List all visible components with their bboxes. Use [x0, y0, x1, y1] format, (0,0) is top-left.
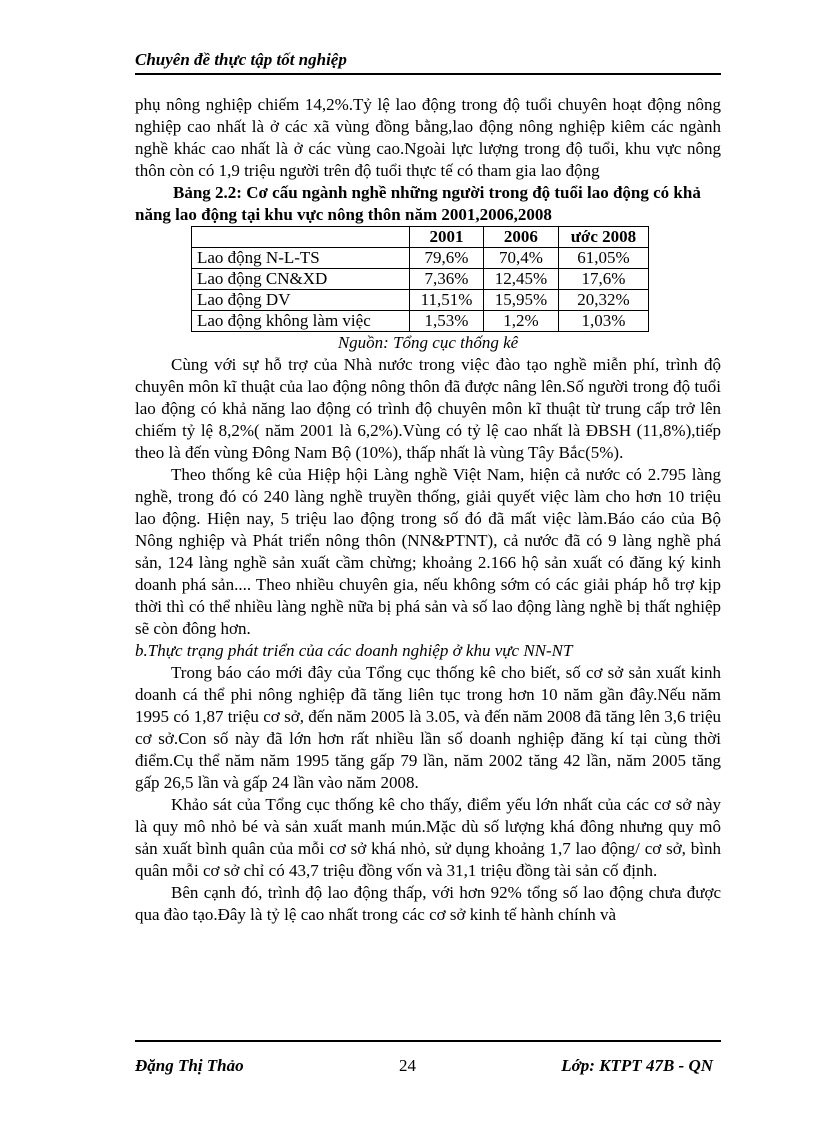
paragraph-3: Theo thống kê của Hiệp hội Làng nghề Việt Nam, hiện cả nước có 2.795 làng nghề, trong đó có 240 làng nghề truyền thống, giải quyết việc làm cho hơn 10 triệu lao động. Hiện nay, 5 triệu lao động trong số đó đã mất việc làm.Báo cáo của Bộ Nông nghiệp và Phát triển nông thôn (NN&PTNT), cả nước đã có 9 làng nghề phá sản, 124 làng nghề sản xuất cầm chừng; khoảng 2.166 hộ sản xuất có đăng ký kinh doanh phá sản.... Theo nhiều chuyên gia, nếu không sớm có các giải pháp hỗ trợ kịp thời thì có thể nhiều làng nghề nữa bị phá sản và số lao động làng nghề bị thất nghiệp sẽ còn đông hơn. [135, 465, 721, 638]
labor-structure-table [191, 226, 649, 332]
table-cell: 17,6% [558, 269, 648, 290]
table-row [192, 311, 649, 332]
table-cell: Lao động không làm việc [192, 311, 410, 332]
footer-author: Đặng Thị Thảo [135, 1056, 244, 1075]
table-cell: 1,03% [558, 311, 648, 332]
table-cell: 61,05% [558, 248, 648, 269]
table-row [192, 248, 649, 269]
table-header-cell [192, 227, 410, 248]
table-caption [135, 182, 721, 226]
paragraph-2: Cùng với sự hỗ trợ của Nhà nước trong việc đào tạo nghề miễn phí, trình độ chuyên môn kĩ thuật của lao động nông thôn đã được nâng lên.Số người trong độ tuổi lao động có khả năng lao động có trình độ chuyên môn kĩ thuật từ trung cấp trở lên chiếm tỷ lệ 8,2%( năm 2001 là 6,2%).Vùng có tỷ lệ cao nhất là ĐBSH (11,8%),tiếp theo là đến vùng Đông Nam Bộ (10%), thấp nhất là vùng Tây Bắc(5%). [135, 355, 721, 462]
table-row [192, 290, 649, 311]
footer-class: Lớp: KTPT 47B - QN [561, 1056, 713, 1075]
table-row [192, 269, 649, 290]
paragraph-1: phụ nông nghiệp chiếm 14,2%.Tỷ lệ lao động trong độ tuổi chuyên hoạt động nông nghiệp cao nhất là ở các xã vùng đồng bằng,lao động nông nghiệp kiêm các ngành nghề khác cao nhất là ở các vùng cao.Ngoài lực lượng trong độ tuổi, khu vực nông thôn còn có 1,9 triệu người trên độ tuổi thực tế có tham gia lao động [135, 95, 721, 180]
table-cell: 1,53% [409, 311, 483, 332]
page-footer [135, 1040, 721, 1075]
paragraph-4: Trong báo cáo mới đây của Tổng cục thống kê cho biết, số cơ sở sản xuất kinh doanh cá thể phi nông nghiệp đã tăng liên tục trong hơn 10 năm gần đây.Nếu năm 1995 có 1,87 triệu cơ sở, đến năm 2005 là 3.05, và đến năm 2008 đã tăng lên 3,6 triệu cơ sở.Con số này đã lớn hơn rất nhiều lần số doanh nghiệp đăng kí tại cùng thời điểm.Cụ thể năm năm 1995 tăng gấp 79 lần, năm 2002 tăng 42 lần, năm 2005 tăng gấp 26,5 lần và gấp 24 lần vào năm 2008. [135, 663, 721, 792]
table-cell: 11,51% [409, 290, 483, 311]
table-header-row [192, 227, 649, 248]
table-cell: 15,95% [484, 290, 559, 311]
table-caption-label: Bảng 2.2: [173, 183, 242, 202]
paragraph-6: Bên cạnh đó, trình độ lao động thấp, với hơn 92% tổng số lao động chưa được qua đào tạo.Đây là tỷ lệ cao nhất trong các cơ sở kinh tế hành chính và [135, 883, 721, 924]
page-header [135, 50, 721, 75]
section-subheading: b.Thực trạng phát triển của các doanh nghiệp ở khu vực NN-NT [135, 641, 573, 660]
paragraph-5: Khảo sát của Tổng cục thống kê cho thấy, điểm yếu lớn nhất của các cơ sở này là quy mô nhỏ bé và sản xuất manh mún.Mặc dù số lượng khá đông nhưng quy mô sản xuất bình quân của mỗi cơ sở khá nhỏ, sử dụng khoảng 1,7 lao động/ cơ sở, bình quân mỗi cơ sở chỉ có 43,7 triệu đồng vốn và 31,1 triệu đồng tài sản cố định. [135, 795, 721, 880]
footer-page-number: 24 [399, 1056, 416, 1075]
table-header-cell: ước 2008 [558, 227, 648, 248]
table-cell: Lao động DV [192, 290, 410, 311]
table-cell: Lao động CN&XD [192, 269, 410, 290]
table-cell: 1,2% [484, 311, 559, 332]
table-cell: 70,4% [484, 248, 559, 269]
table-cell: Lao động N-L-TS [192, 248, 410, 269]
table-cell: 12,45% [484, 269, 559, 290]
table-source: Nguồn: Tổng cục thống kê [337, 333, 519, 352]
table-cell: 7,36% [409, 269, 483, 290]
table-header-cell: 2001 [409, 227, 483, 248]
page-body [135, 94, 721, 926]
table-caption-text: Cơ cấu ngành nghề những người trong độ tuổi lao động có khả năng lao động tại khu vực nông thôn năm 2001,2006,2008 [135, 183, 701, 224]
header-title: Chuyên đề thực tập tốt nghiệp [135, 50, 347, 69]
table-cell: 20,32% [558, 290, 648, 311]
table-header-cell: 2006 [484, 227, 559, 248]
table-cell: 79,6% [409, 248, 483, 269]
